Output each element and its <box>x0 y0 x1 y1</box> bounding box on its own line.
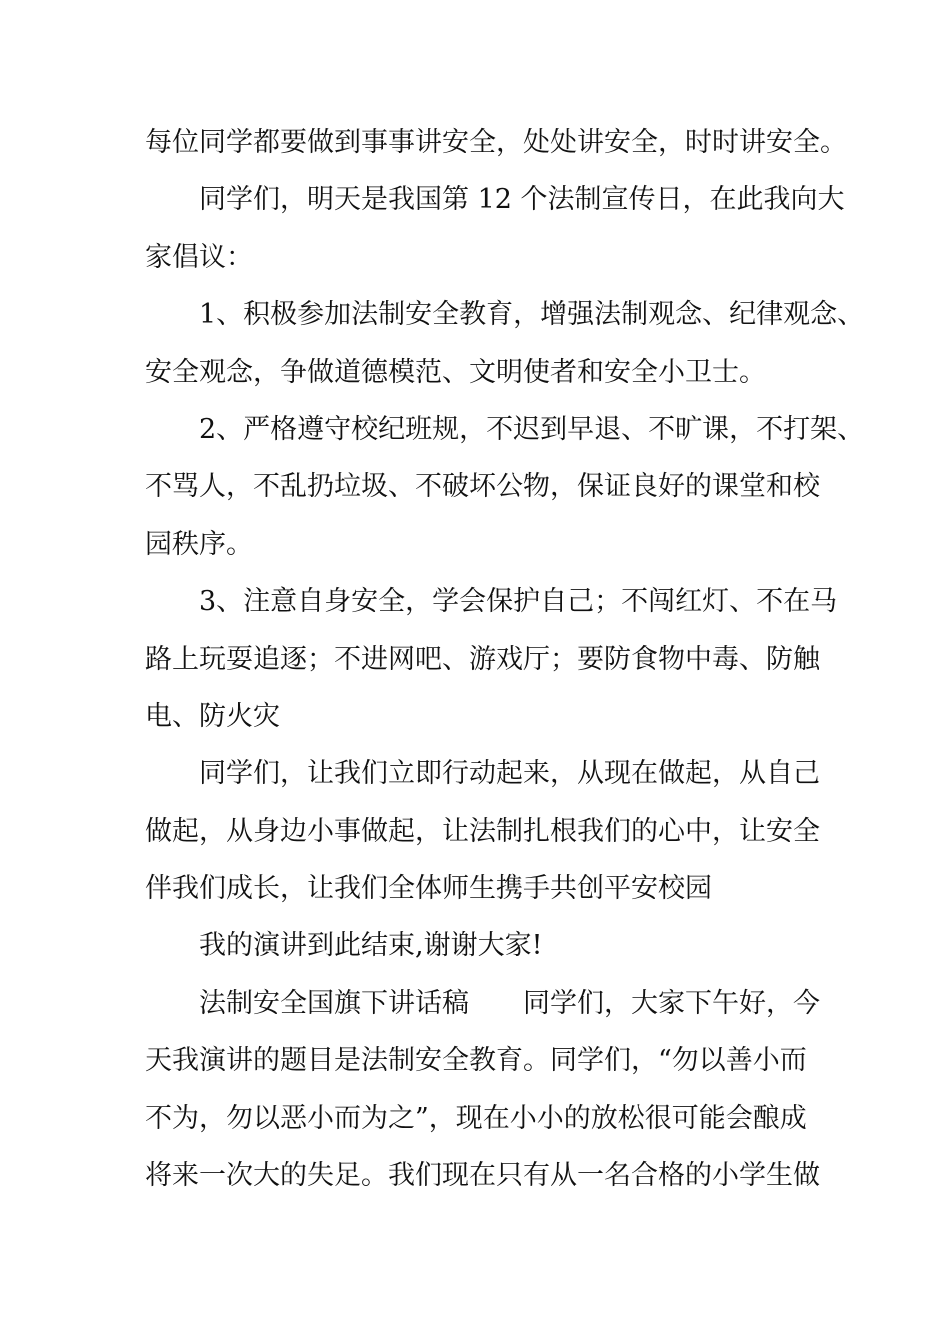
document-body <box>145 114 865 1204</box>
text-line-title <box>145 975 825 1032</box>
text-line: 同学们，明天是我国第 12 个法制宣传日，在此我向大 <box>199 184 845 216</box>
text-line: 不为，勿以恶小而为之”，现在小小的放松很可能会酿成 <box>145 1102 807 1134</box>
text-line: 伴我们成长，让我们全体师生携手共创平安校园 <box>145 873 712 905</box>
text-line: 每位同学都要做到事事讲安全，处处讲安全，时时讲安全。 <box>145 127 847 158</box>
text-line: 将来一次大的失足。我们现在只有从一名合格的小学生做 <box>145 1160 820 1192</box>
text-line: 我的演讲到此结束,谢谢大家! <box>199 930 543 962</box>
text-line: 电、防火灾 <box>145 700 280 732</box>
text-line: 3、注意自身安全，学会保护自己；不闯红灯、不在马 <box>199 586 838 618</box>
text-line: 路上玩耍追逐；不进网吧、游戏厅；要防食物中毒、防触 <box>145 643 820 675</box>
greeting: 同学们，大家下午好，今 <box>523 987 820 1019</box>
text-line: 同学们，让我们立即行动起来，从现在做起，从自己 <box>199 758 820 790</box>
text-line: 2、严格遵守校纪班规，不迟到早退、不旷课，不打架、 <box>199 413 865 445</box>
speech-title: 法制安全国旗下讲话稿 <box>199 987 469 1019</box>
text-line: 园秩序。 <box>145 528 253 560</box>
text-line: 天我演讲的题目是法制安全教育。同学们，“勿以善小而 <box>145 1045 807 1077</box>
text-line: 安全观念，争做道德模范、文明使者和安全小卫士。 <box>145 356 766 388</box>
text-line: 做起，从身边小事做起，让法制扎根我们的心中，让安全 <box>145 815 820 847</box>
text-line: 不骂人，不乱扔垃圾、不破坏公物，保证良好的课堂和校 <box>145 471 820 503</box>
text-line: 1、积极参加法制安全教育，增强法制观念、纪律观念、 <box>199 299 865 331</box>
text-line: 家倡议： <box>145 241 253 273</box>
